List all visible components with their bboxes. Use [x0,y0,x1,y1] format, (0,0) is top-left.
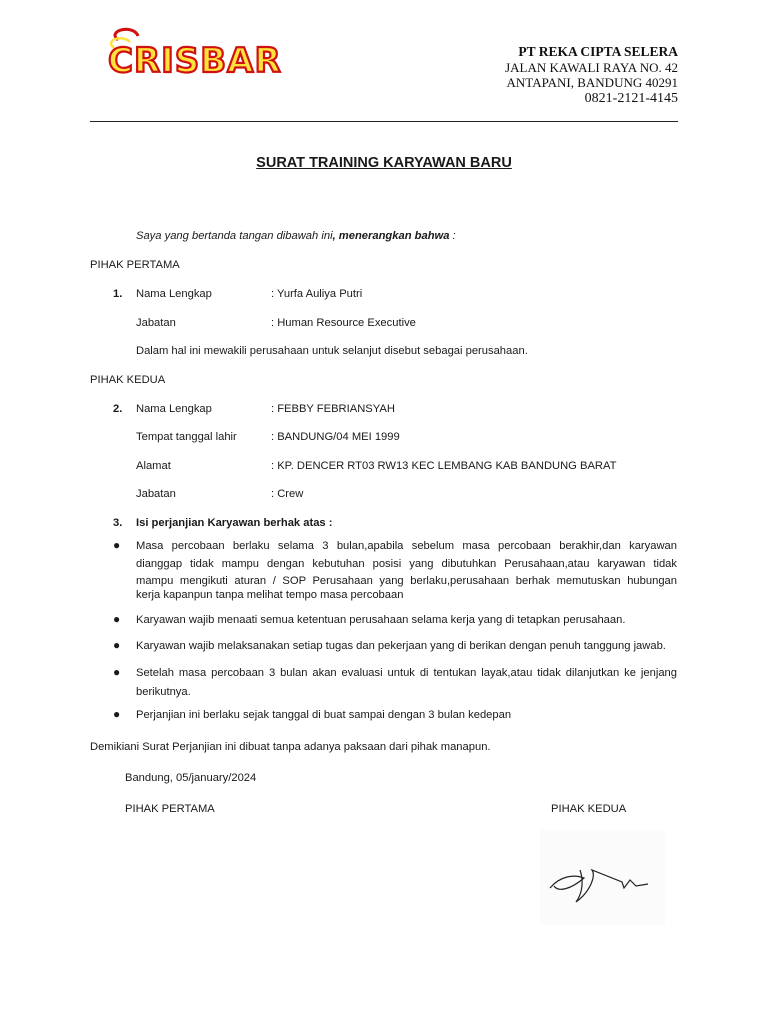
bullet-icon: ● [113,707,121,721]
field-label: Alamat [136,460,171,472]
field-label: Tempat tanggal lahir [136,431,237,443]
signature-label-right: PIHAK KEDUA [551,803,627,815]
bullet-5-text: Perjanjian ini berlaku sejak tanggal di buat sampai dengan 3 bulan kedepan [136,709,512,721]
logo-text: CRISBAR [108,41,282,81]
pihak-pertama-number: 1. [113,288,123,300]
handwritten-signature [540,830,665,925]
pihak-pertama-note: Dalam hal ini mewakili perusahaan untuk selanjut disebut sebagai perusahaan. [136,345,528,357]
field-value: : FEBBY FEBRIANSYAH [271,403,395,415]
bullet-4-line-2: berikutnya. [136,686,191,698]
signature-label-left: PIHAK PERTAMA [125,803,215,815]
field-value: : Crew [271,488,304,500]
document-title: SURAT TRAINING KARYAWAN BARU [256,155,512,171]
company-name: PT REKA CIPTA SELERA [518,44,678,59]
intro-part-2: , menerangkan bahwa [332,230,450,242]
intro-part-1: Saya yang bertanda tangan dibawah ini [136,230,333,242]
bullet-1-line-2: dianggap tidak mampu dengan kebutuhan posisi yang dibutuhkan Perusahaan,atau karyawan tidak [136,558,677,570]
logo-graphic [104,26,324,82]
bullet-1-line-3: mampu mengikuti aturan / SOP Perusahaan yang berlaku,perusahaan berhak memutuskan hubungan [136,575,677,587]
company-info [505,44,678,107]
field-value: : KP. DENCER RT03 RW13 KEC LEMBANG KAB BANDUNG BARAT [271,460,617,472]
bullet-1-line-1: Masa percobaan berlaku selama 3 bulan,apabila sebelum masa percobaan berakhir,dan karyawan [136,540,677,552]
perjanjian-number: 3. [113,517,123,529]
company-phone: 0821-2121-4145 [584,91,678,106]
field-value: : BANDUNG/04 MEI 1999 [271,431,400,443]
bullet-3-text: Karyawan wajib melaksanakan setiap tugas dan pekerjaan yang di berikan dengan penuh tanggung jawab. [136,640,666,652]
field-label: Nama Lengkap [136,403,212,415]
bullet-2-text: Karyawan wajib menaati semua ketentuan perusahaan selama kerja yang di tetapkan perusahaan. [136,614,626,626]
bullet-1-line-4: kerja kapanpun tanpa melihat tempo masa percobaan [136,589,404,601]
field-label: Jabatan [136,317,176,329]
pihak-pertama-heading: PIHAK PERTAMA [90,259,180,271]
bullet-4-line-1: Setelah masa percobaan 3 bulan akan evaluasi untuk di tentukan layak,atau tidak dilanjutkan ke jenjang [136,667,677,679]
header-divider [90,121,678,122]
field-label: Jabatan [136,488,176,500]
date-line: Bandung, 05/january/2024 [125,772,257,784]
field-value: : Human Resource Executive [271,317,416,329]
bullet-icon: ● [113,665,121,679]
field-value: : Yurfa Auliya Putri [271,288,363,300]
signature-image [540,830,665,925]
bullet-icon: ● [113,538,121,552]
field-label: Nama Lengkap [136,288,212,300]
perjanjian-heading: Isi perjanjian Karyawan berhak atas : [136,517,333,529]
company-address-2: ANTAPANI, BANDUNG 40291 [506,75,678,90]
intro-text [136,229,456,243]
closing-statement: Demikiani Surat Perjanjian ini dibuat tanpa adanya paksaan dari pihak manapun. [90,741,491,753]
company-address-1: JALAN KAWALI RAYA NO. 42 [505,60,678,75]
crisbar-logo [104,26,324,82]
bullet-icon: ● [113,612,121,626]
intro-part-3: : [449,230,456,242]
pihak-kedua-number: 2. [113,403,123,415]
bullet-icon: ● [113,638,121,652]
pihak-kedua-heading: PIHAK KEDUA [90,374,166,386]
